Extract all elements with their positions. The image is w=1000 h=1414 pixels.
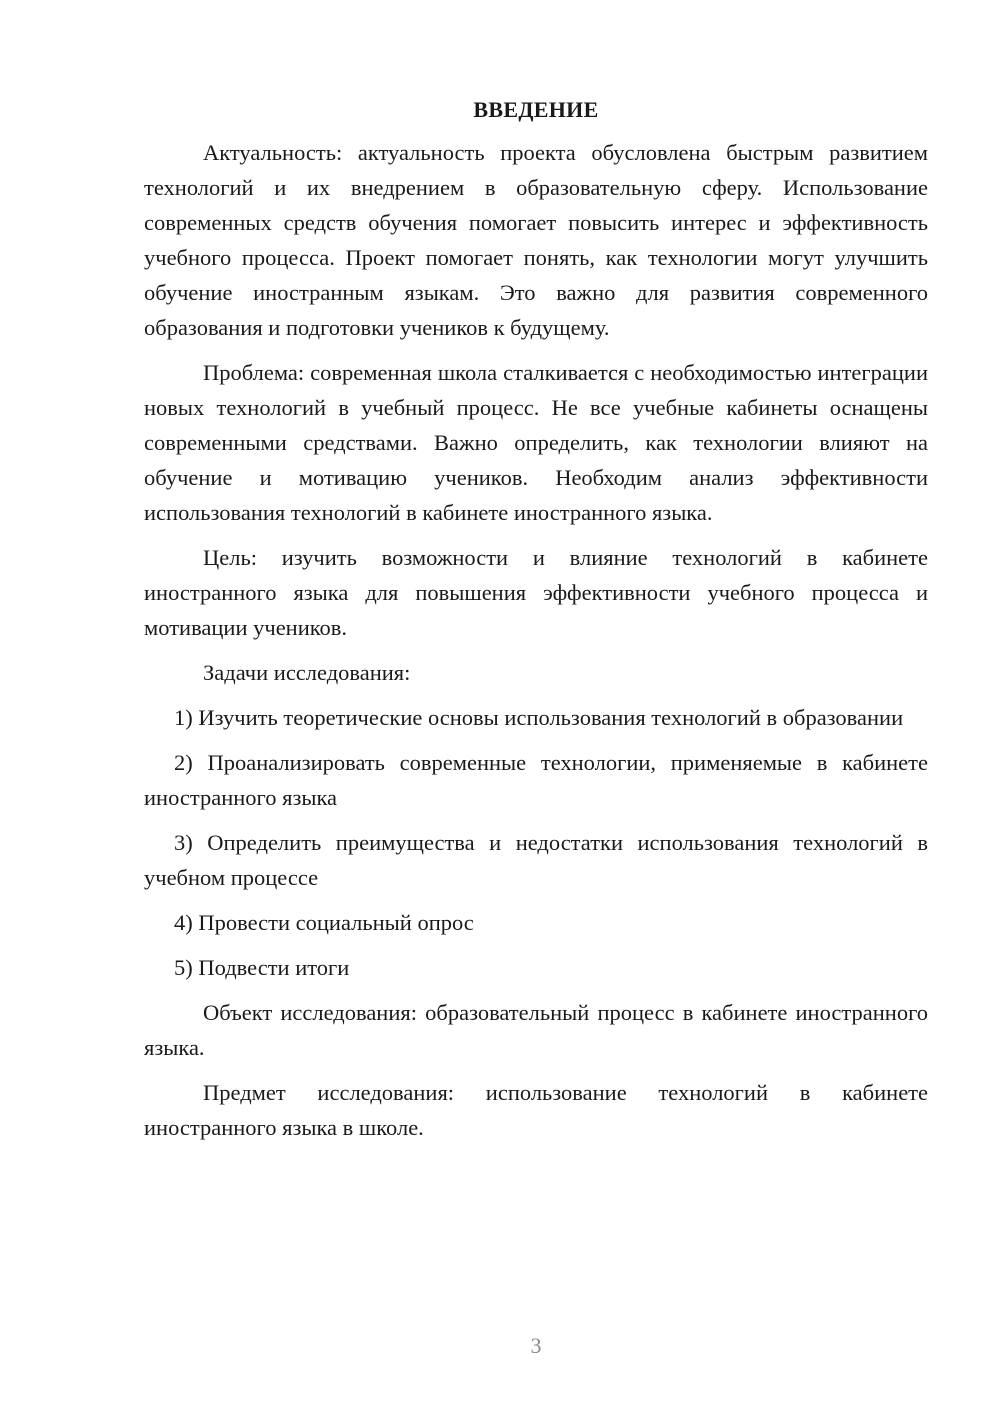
- task-item: 5) Подвести итоги: [174, 955, 350, 980]
- section-title: ВВЕДЕНИЕ: [473, 97, 599, 122]
- task-item: 4) Провести социальный опрос: [174, 910, 474, 935]
- paragraph-relevance: Актуальность: актуальность проекта обусловлена быстрым развитием технологий и их внедрением в образовательную сферу. Использование современных средств обучения помогает повысить интерес и эффективность учебного процесса. Проект помогает понять, как технологии могут улучшить обучение иностранным языкам. Это важно для развития современного образования и подготовки учеников к будущему.: [144, 140, 928, 340]
- task-item: 2) Проанализировать современные технологии, применяемые в кабинете иностранного языка: [144, 750, 928, 810]
- paragraph-subject: Предмет исследования: использование технологий в кабинете иностранного языка в школе.: [144, 1080, 928, 1140]
- paragraph-goal: Цель: изучить возможности и влияние технологий в кабинете иностранного языка для повышения эффективности учебного процесса и мотивации учеников.: [144, 545, 928, 640]
- paragraph-tasks-heading: Задачи исследования:: [203, 660, 411, 685]
- task-item: 3) Определить преимущества и недостатки использования технологий в учебном процессе: [144, 830, 928, 890]
- paragraph-problem: Проблема: современная школа сталкивается с необходимостью интеграции новых технологий в учебный процесс. Не все учебные кабинеты оснащены современными средствами. Важно определить, как технологии влияют на обучение и мотивацию учеников. Необходим анализ эффективности использования технологий в кабинете иностранного языка.: [144, 360, 928, 525]
- page-number: 3: [530, 1333, 542, 1358]
- task-item: 1) Изучить теоретические основы использования технологий в образовании: [174, 705, 904, 730]
- paragraph-object: Объект исследования: образовательный процесс в кабинете иностранного языка.: [144, 1000, 928, 1060]
- page-content: [144, 92, 928, 1155]
